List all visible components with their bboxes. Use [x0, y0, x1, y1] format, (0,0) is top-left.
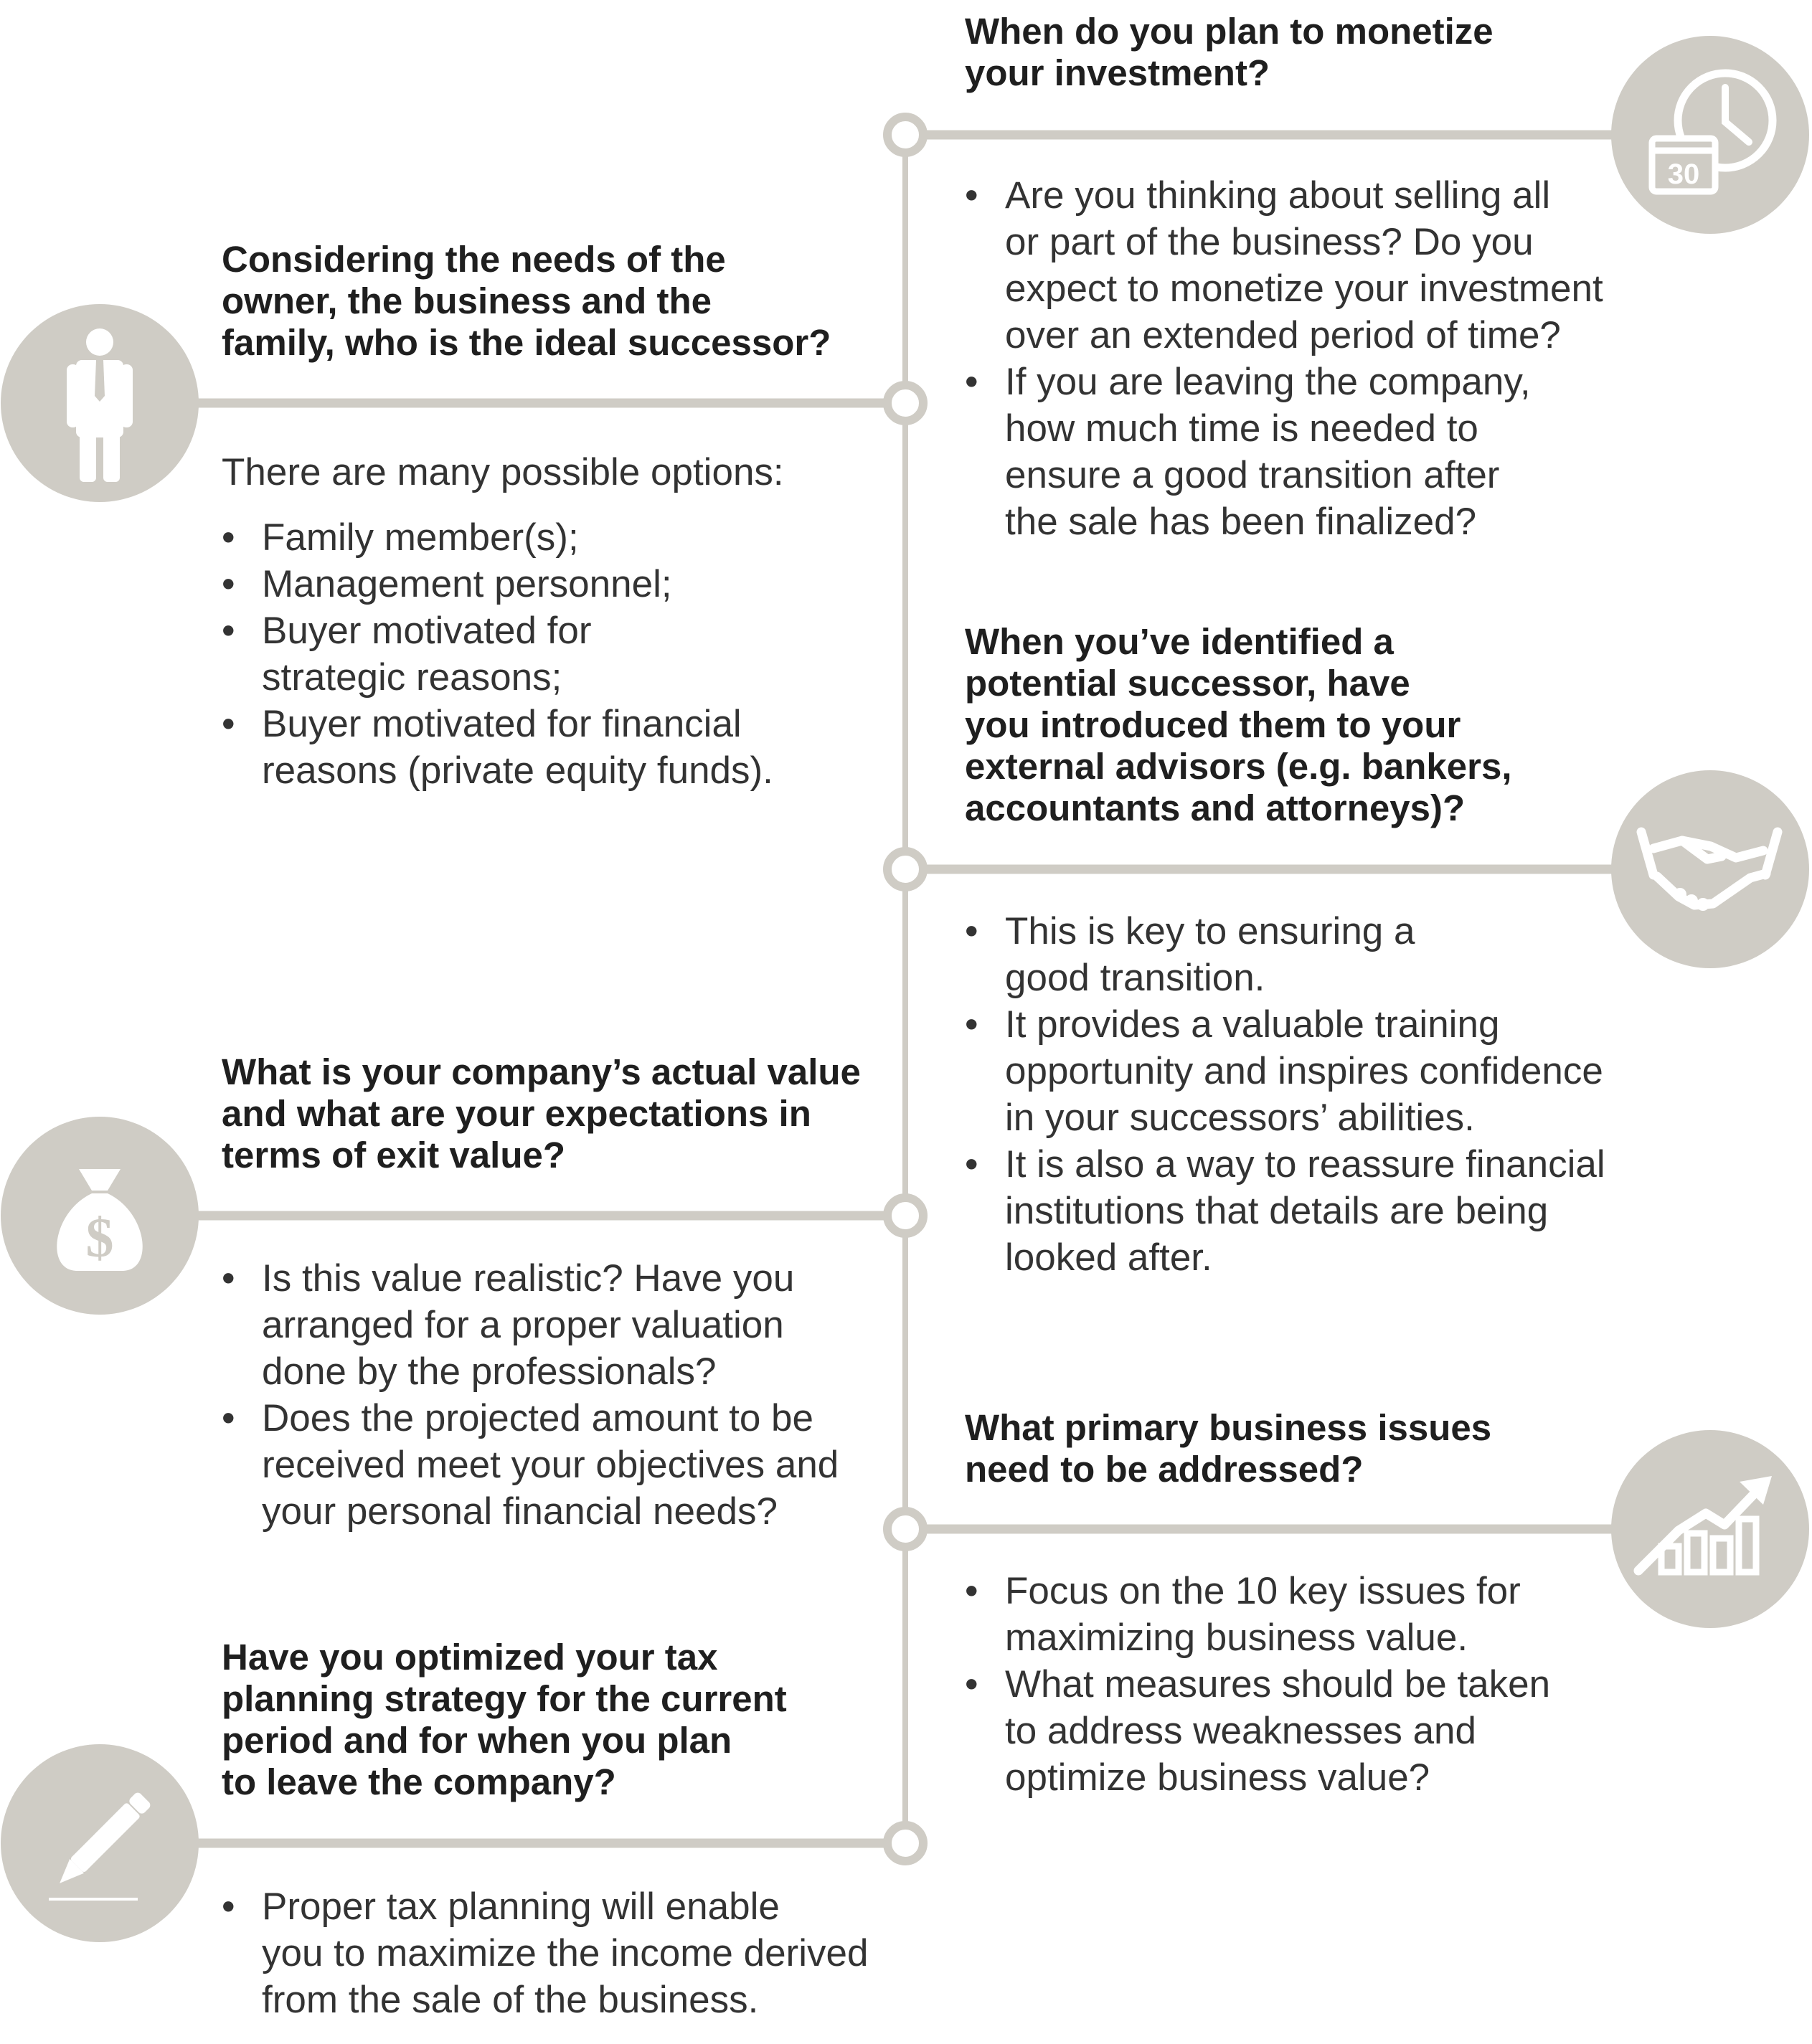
- timeline-node: [887, 851, 923, 887]
- bullet-item: • Focus on the 10 key issues for maximizing business value.: [965, 1568, 1639, 1661]
- calendar-day-label: 30: [1667, 158, 1700, 190]
- section-question: What primary business issues need to be addressed?: [965, 1407, 1492, 1490]
- left-section-tax: [222, 1637, 882, 1803]
- section-question: Have you optimized your tax planning strategy for the current period and for when you plan to leave the company?: [222, 1637, 787, 1802]
- bullet-list: [222, 1255, 882, 1535]
- timeline-node: [887, 1511, 923, 1547]
- growth-chart-icon: [1611, 1430, 1809, 1628]
- bullet-item: • Buyer motivated for financial reasons (private equity funds).: [222, 701, 867, 794]
- bullet-list: [965, 1568, 1639, 1801]
- left-section-successor: [222, 239, 867, 794]
- right-section-monetize: [965, 11, 1596, 94]
- clock-calendar-icon: [1611, 36, 1809, 234]
- right-section-issues: [965, 1407, 1596, 1490]
- money-bag-icon: [1, 1117, 199, 1315]
- section-intro: There are many possible options:: [222, 451, 784, 493]
- timeline-node: [887, 1198, 923, 1234]
- bullet-item: • What measures should be taken to address weaknesses and optimize business value?: [965, 1661, 1639, 1801]
- timeline-node: [887, 385, 923, 421]
- right-section-advisors-bullets: [965, 908, 1682, 1281]
- section-question: What is your company’s actual value and what are your expectations in terms of exit value?: [222, 1051, 861, 1175]
- businessman-icon: [1, 304, 199, 502]
- bullet-item: • Management personnel;: [222, 561, 867, 607]
- bullet-item: • Does the projected amount to be received meet your objectives and your personal financial needs?: [222, 1395, 882, 1535]
- bullet-list: [222, 514, 867, 794]
- section-question: Considering the needs of the owner, the business and the family, who is the ideal successor?: [222, 239, 831, 363]
- left-section-tax-bullets: [222, 1883, 896, 2023]
- left-section-value: [222, 1051, 882, 1176]
- bullet-item: • It is also a way to reassure financial institutions that details are being looked after.: [965, 1141, 1682, 1281]
- bullet-list: [222, 1883, 896, 2023]
- pen-icon: [1, 1744, 199, 1942]
- bullet-list: [965, 908, 1682, 1281]
- bullet-item: • It provides a valuable training opportunity and inspires confidence in your successors’ abilities.: [965, 1001, 1682, 1141]
- bullet-item: • Family member(s);: [222, 514, 867, 561]
- bullet-item: • If you are leaving the company, how much time is needed to ensure a good transition after the sale has been finalized?: [965, 359, 1639, 545]
- section-question: When you’ve identified a potential successor, have you introduced them to your external advisors (e.g. bankers, accountants and attorneys)?: [965, 621, 1512, 828]
- bullet-list: [965, 172, 1639, 545]
- bullet-item: • Are you thinking about selling all or part of the business? Do you expect to monetize your investment over an extended period of time?: [965, 172, 1639, 359]
- timeline-node: [887, 117, 923, 153]
- bullet-item: • Proper tax planning will enable you to maximize the income derived from the sale of the business.: [222, 1883, 896, 2023]
- timeline-node: [887, 1825, 923, 1861]
- section-question: When do you plan to monetize your investment?: [965, 11, 1494, 93]
- bullet-item: • This is key to ensuring a good transition.: [965, 908, 1682, 1001]
- bullet-item: • Is this value realistic? Have you arranged for a proper valuation done by the professionals?: [222, 1255, 882, 1395]
- right-section-issues-bullets: [965, 1568, 1639, 1801]
- left-section-value-bullets: [222, 1255, 882, 1535]
- right-section-advisors: [965, 621, 1596, 829]
- bullet-item: • Buyer motivated for strategic reasons;: [222, 607, 867, 701]
- svg-text:$: $: [85, 1206, 114, 1269]
- right-section-monetize-bullets: [965, 172, 1639, 545]
